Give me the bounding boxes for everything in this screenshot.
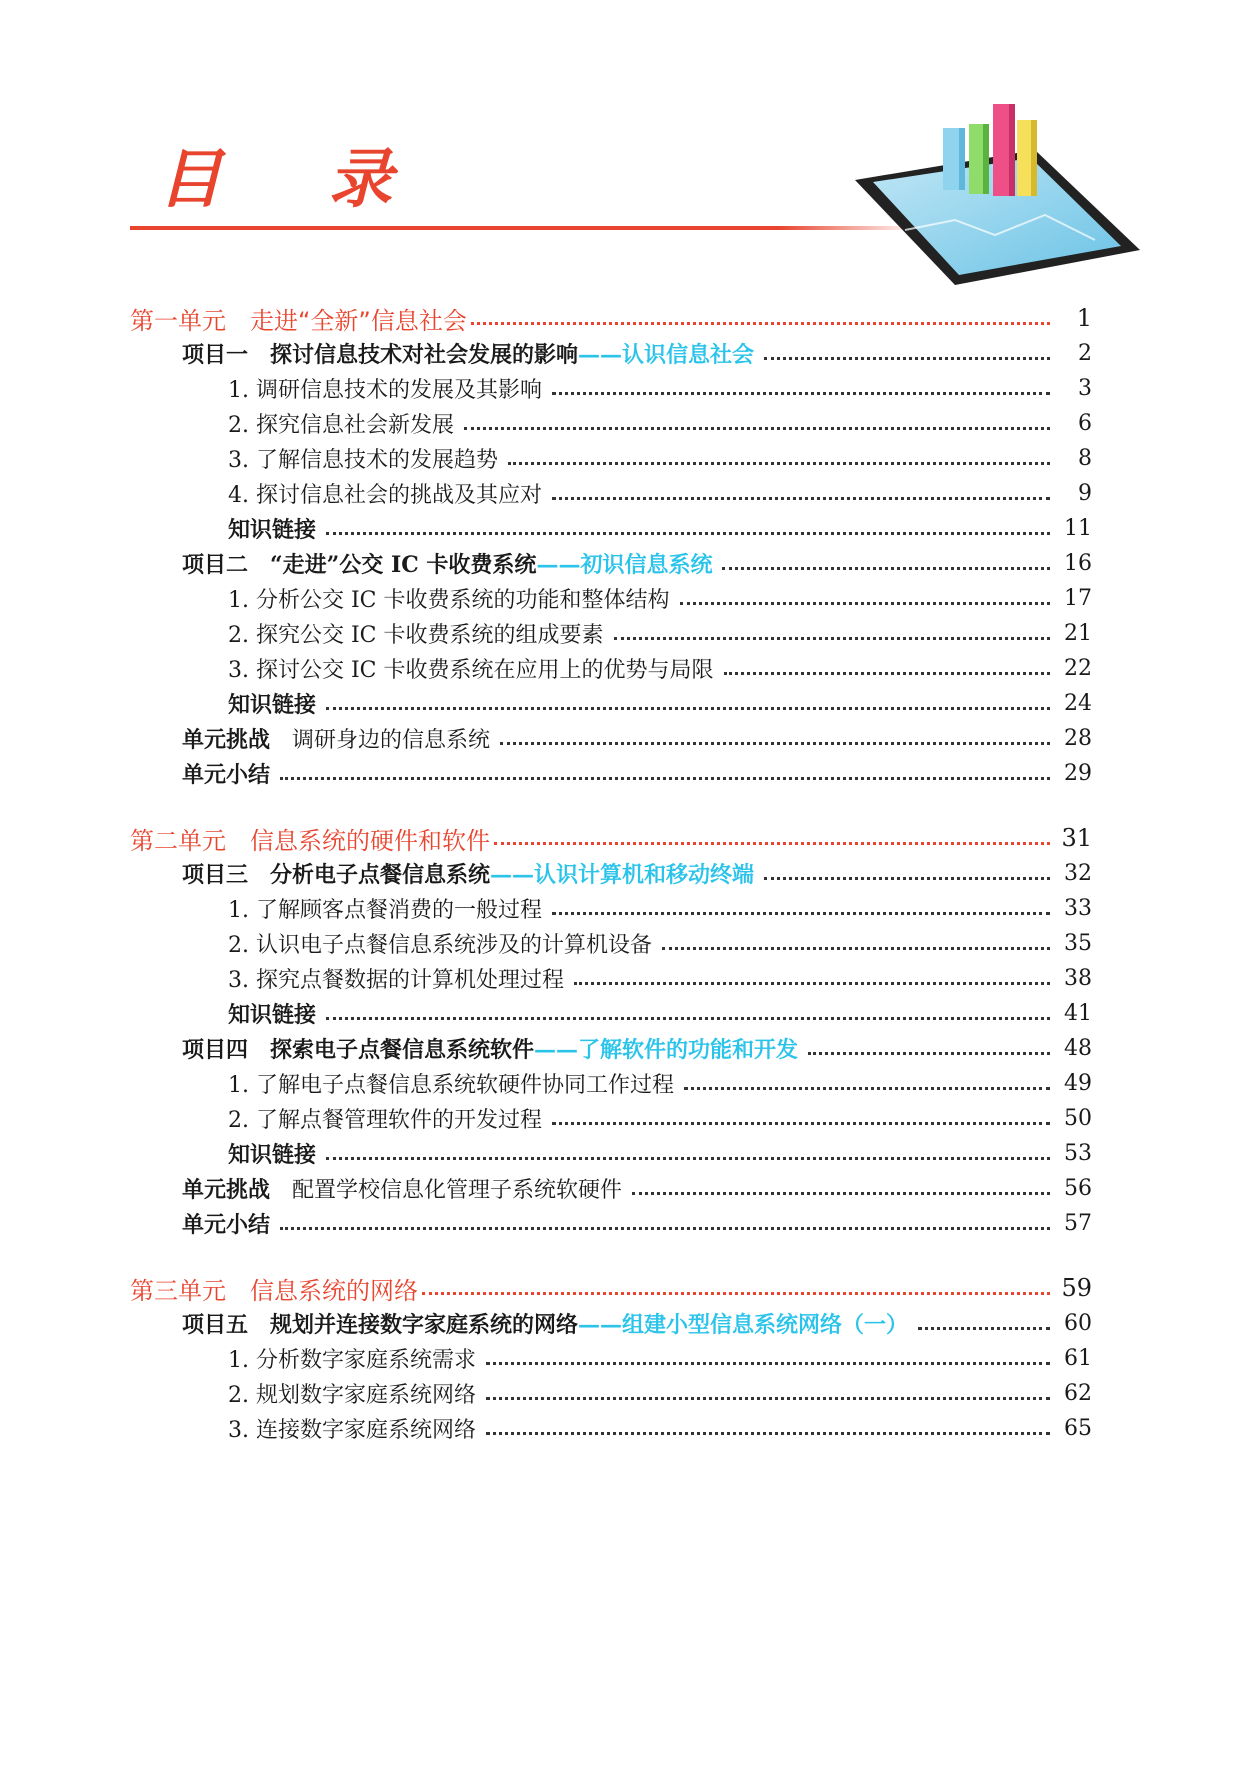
toc-leader-dots [764,357,1050,360]
toc-leader-dots [326,532,1050,535]
toc-entry[interactable] [228,1410,1092,1446]
toc-entry[interactable] [228,995,1092,1031]
toc-page-number: 50 [1064,1105,1092,1131]
toc-page-number: 48 [1064,1035,1092,1061]
toc-page-number: 17 [1064,585,1092,611]
toc-page-number: 53 [1064,1140,1092,1166]
toc-entry-subtitle: 调研身边的信息系统 [270,727,491,753]
toc-entry[interactable] [182,1030,1092,1066]
toc-entry[interactable] [228,615,1092,651]
toc-entry-title: 知识链接 [228,1001,317,1028]
toc-entry-title: 1. 了解顾客点餐消费的一般过程 [228,897,542,923]
toc-page-number: 32 [1064,860,1092,886]
toc-page-number: 57 [1064,1210,1092,1236]
toc-leader-dots [808,1052,1050,1055]
toc-entry-subtitle: ——认识计算机和移动终端 [490,861,755,888]
toc-entry-title: 单元小结 [182,761,271,788]
toc-entry-title: 2. 了解点餐管理软件的开发过程 [228,1107,542,1133]
toc-entry[interactable] [228,1135,1092,1171]
toc-entry[interactable] [182,1205,1092,1241]
toc-entry-title: 单元小结 [182,1211,271,1238]
toc-page-number: 16 [1064,550,1092,576]
toc-page-number: 11 [1064,515,1092,541]
toc-leader-dots [486,1432,1050,1435]
toc-leader-dots [680,602,1051,605]
toc-leader-dots [500,742,1050,745]
toc-entry-title: 项目四 探索电子点餐信息系统软件 [182,1036,535,1063]
toc-leader-dots [471,322,1050,325]
toc-entry[interactable] [130,820,1092,856]
toc-entry[interactable] [228,475,1092,511]
toc-leader-dots [280,1227,1050,1230]
toc-entry[interactable] [182,755,1092,791]
toc-entry-title: 1. 调研信息技术的发展及其影响 [228,377,542,403]
toc-entry-title: 单元挑战 [182,726,271,753]
toc-page-number: 31 [1061,824,1092,852]
toc-entry-title: 3. 探讨公交 IC 卡收费系统在应用上的优势与局限 [228,657,714,683]
toc-page-number: 33 [1064,895,1092,921]
toc-entry[interactable] [182,855,1092,891]
toc-entry-title: 第一单元 走进“全新”信息社会 [130,306,467,335]
toc-entry-title: 第二单元 信息系统的硬件和软件 [130,826,490,855]
toc-page-number: 21 [1064,620,1092,646]
toc-entry[interactable] [228,685,1092,721]
toc-page-number: 61 [1064,1345,1092,1371]
toc-entry[interactable] [182,335,1092,371]
toc-entry-title: 2. 探究信息社会新发展 [228,412,454,438]
toc-page-number: 60 [1064,1310,1092,1336]
toc-page-number: 38 [1064,965,1092,991]
toc-entry-subtitle: ——了解软件的功能和开发 [534,1036,799,1063]
toc-leader-dots [326,707,1050,710]
toc-entry-title: 知识链接 [228,1141,317,1168]
toc-leader-dots [614,637,1051,640]
toc-leader-dots [684,1087,1050,1090]
toc-entry-title: 项目三 分析电子点餐信息系统 [182,861,491,888]
toc-entry-title: 项目二 “走进”公交 IC 卡收费系统 [182,551,537,578]
toc-page-number: 49 [1064,1070,1092,1096]
toc-page-number: 28 [1064,725,1092,751]
toc-entry-title: 3. 连接数字家庭系统网络 [228,1417,476,1443]
toc-entry[interactable] [228,370,1092,406]
toc-leader-dots [764,877,1050,880]
toc-leader-dots [722,567,1050,570]
toc-page-number: 56 [1064,1175,1092,1201]
toc-leader-dots [280,777,1050,780]
toc-entry-subtitle: 配置学校信息化管理子系统软硬件 [270,1177,623,1203]
toc-leader-dots [724,672,1051,675]
page-title: 目 录 [158,143,435,217]
toc-entry[interactable] [228,405,1092,441]
toc-entry-title: 2. 探究公交 IC 卡收费系统的组成要素 [228,622,604,648]
toc-page-number: 6 [1078,410,1092,436]
toc-leader-dots [552,497,1050,500]
toc-entry[interactable] [182,720,1092,756]
toc-entry-title: 2. 规划数字家庭系统网络 [228,1382,476,1408]
toc-entry[interactable] [130,300,1092,336]
toc-leader-dots [464,427,1050,430]
toc-entry[interactable] [228,1100,1092,1136]
toc-entry[interactable] [228,1375,1092,1411]
toc-page-number: 2 [1078,340,1092,366]
toc-entry-title: 知识链接 [228,691,317,718]
toc-entry[interactable] [228,1065,1092,1101]
toc-leader-dots [552,1122,1050,1125]
toc-leader-dots [574,982,1050,985]
toc-entry-title: 第三单元 信息系统的网络 [130,1276,418,1305]
toc-leader-dots [486,1397,1050,1400]
toc-leader-dots [326,1017,1050,1020]
toc-page-number: 62 [1064,1380,1092,1406]
toc-entry[interactable] [228,510,1092,546]
toc-entry[interactable] [228,580,1092,616]
toc-leader-dots [494,842,1050,845]
toc-entry[interactable] [228,890,1092,926]
toc-page-number: 22 [1064,655,1092,681]
toc-entry-title: 知识链接 [228,516,317,543]
toc-entry-title: 1. 分析数字家庭系统需求 [228,1347,476,1373]
toc-page-number: 3 [1078,375,1092,401]
toc-entry-title: 单元挑战 [182,1176,271,1203]
toc-leader-dots [486,1362,1050,1365]
toc-entry-title: 1. 了解电子点餐信息系统软硬件协同工作过程 [228,1072,674,1098]
toc-leader-dots [918,1327,1050,1330]
toc-leader-dots [662,947,1050,950]
toc-page-number: 1 [1076,304,1092,332]
toc-page-number: 35 [1064,930,1092,956]
toc-entry[interactable] [228,440,1092,476]
toc-page-number: 24 [1064,690,1092,716]
toc-entry[interactable] [228,650,1092,686]
toc-leader-dots [508,462,1050,465]
toc-entry-subtitle: ——初识信息系统 [536,551,713,578]
toc-page-number: 9 [1078,480,1092,506]
toc-leader-dots [326,1157,1050,1160]
toc-leader-dots [552,392,1050,395]
toc-leader-dots [552,912,1050,915]
toc-leader-dots [632,1192,1050,1195]
toc-entry[interactable] [228,925,1092,961]
toc-entry-title: 项目五 规划并连接数字家庭系统的网络 [182,1311,579,1338]
toc-entry[interactable] [182,545,1092,581]
toc-page-number: 8 [1078,445,1092,471]
toc-entry-title: 4. 探讨信息社会的挑战及其应对 [228,482,542,508]
toc-entry[interactable] [182,1305,1092,1341]
toc-page-number: 59 [1061,1274,1092,1302]
toc-page-number: 41 [1064,1000,1092,1026]
toc-entry[interactable] [228,960,1092,996]
toc-page-number: 29 [1064,760,1092,786]
toc-entry-title: 3. 了解信息技术的发展趋势 [228,447,498,473]
toc-page-number: 65 [1064,1415,1092,1441]
toc-entry[interactable] [130,1270,1092,1306]
toc-entry-title: 3. 探究点餐数据的计算机处理过程 [228,967,564,993]
toc-entry[interactable] [182,1170,1092,1206]
toc-leader-dots [422,1292,1050,1295]
toc-entry[interactable] [228,1340,1092,1376]
toc-entry-subtitle: ——认识信息社会 [578,341,755,368]
toc-entry-title: 项目一 探讨信息技术对社会发展的影响 [182,341,579,368]
toc-entry-title: 1. 分析公交 IC 卡收费系统的功能和整体结构 [228,587,670,613]
toc-entry-title: 2. 认识电子点餐信息系统涉及的计算机设备 [228,932,652,958]
toc-entry-subtitle: ——组建小型信息系统网络（一） [578,1311,909,1338]
